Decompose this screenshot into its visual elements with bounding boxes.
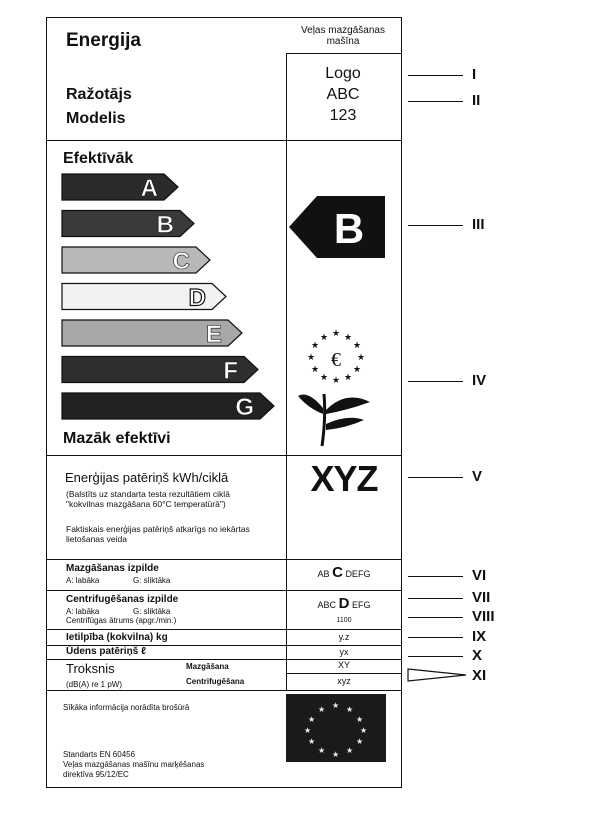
noise-spin-label: Centrifugēšana — [186, 677, 245, 686]
callout-line-x — [408, 656, 463, 657]
logo-text: Logo — [325, 65, 361, 82]
callout-xi: XI — [472, 667, 487, 684]
flag-star: ★ — [356, 737, 364, 746]
scale-letter-e: E — [205, 321, 222, 348]
capacity-value: y.z — [338, 632, 350, 642]
spin-title: Centrifugēšanas izpilde — [66, 594, 179, 605]
callout-line-vii — [408, 598, 463, 599]
callout-x: X — [472, 647, 483, 664]
scale-bottom-label: Mazāk efektīvi — [63, 430, 171, 447]
svg-text:★: ★ — [320, 373, 329, 383]
scale-class-b — [62, 211, 194, 239]
consumption-actual-2: lietošanas veida — [66, 534, 127, 544]
spin-classes-after: EFG — [351, 600, 371, 610]
callout-v: V — [472, 468, 483, 485]
noise-unit: (dB(A) re 1 pW) — [66, 680, 123, 689]
flag-star: ★ — [318, 746, 326, 755]
appliance-type-line2: mašīna — [326, 36, 360, 47]
footer-directive-1: Veļas mazgāšanas mašīnu marķēšanas — [63, 760, 205, 769]
svg-text:★: ★ — [344, 333, 353, 343]
flag-star: ★ — [318, 705, 326, 714]
scale-class-d — [62, 284, 226, 312]
footer-info: Sīkāka informācija norādīta brošūrā — [63, 703, 190, 712]
svg-text:★: ★ — [311, 365, 320, 375]
svg-text:★: ★ — [357, 353, 366, 363]
water-value: yx — [339, 647, 349, 657]
flag-star: ★ — [308, 737, 316, 746]
consumption-note-1: (Balstīts uz standarta testa rezultātiem ciklā — [66, 489, 230, 499]
divider-manufacturer — [46, 140, 402, 141]
noise-washing-value: XY — [337, 660, 350, 670]
scale-arrow-b — [62, 211, 194, 237]
flag-star: ★ — [346, 705, 354, 714]
flag-star: ★ — [332, 701, 340, 710]
svg-text:★: ★ — [311, 341, 320, 351]
scale-letter-g: G — [235, 394, 254, 421]
callout-line-iv — [408, 381, 463, 382]
divider-spin — [46, 629, 402, 630]
spin-speed-label: Centrifūgas ātrums (apgr./min.) — [66, 616, 177, 625]
washing-classes-before: AB — [317, 569, 330, 579]
consumption-actual-1: Faktiskais enerģijas patēriņš atkarīgs no iekārtas — [66, 524, 250, 534]
scale-letter-a: A — [140, 175, 158, 202]
callout-line-xi — [406, 667, 468, 683]
manufacturer-label: Ražotājs — [66, 86, 132, 103]
scale-letter-d: D — [188, 284, 206, 312]
flag-star: ★ — [308, 715, 316, 724]
scale-letter-b: B — [156, 211, 174, 239]
rated-class-arrow — [289, 196, 389, 258]
divider-consumption — [46, 559, 402, 560]
callout-iii: III — [472, 216, 485, 233]
flower-leaf-left — [298, 395, 323, 415]
flower-stem — [322, 394, 325, 446]
water-label: Ūdens patēriņš ℓ — [66, 646, 146, 657]
capacity-label: Ietilpība (kokvilna) kg — [66, 632, 168, 643]
model-label: Modelis — [66, 110, 126, 127]
svg-text:★: ★ — [320, 333, 329, 343]
callout-i: I — [472, 66, 477, 83]
divider-scale-bottom — [46, 455, 402, 456]
callout-vii: VII — [472, 589, 491, 606]
flag-star: ★ — [356, 715, 364, 724]
callout-iv: IV — [472, 372, 487, 389]
appliance-type-line1: Veļas mazgāšanas — [301, 25, 385, 36]
callout-line-viii — [408, 617, 463, 618]
svg-text:★: ★ — [344, 373, 353, 383]
consumption-title: Enerģijas patēriņš kWh/ciklā — [65, 470, 229, 485]
efficiency-scale — [60, 170, 300, 430]
washing-selected-class: C — [332, 564, 343, 581]
callout-line-v — [408, 477, 463, 478]
flag-star: ★ — [346, 746, 354, 755]
spin-hint-a: A: labāka — [66, 607, 100, 616]
scale-arrow-a — [62, 174, 178, 200]
callout-line-ix — [408, 637, 463, 638]
appliance-type — [290, 25, 396, 47]
label-title: Energija — [66, 30, 141, 51]
svg-text:★: ★ — [332, 376, 341, 386]
manufacturer-value: ABC — [326, 86, 360, 103]
flag-star: ★ — [360, 726, 368, 735]
scale-letter-f: F — [223, 357, 238, 385]
callout-vi: VI — [472, 567, 487, 584]
washing-hint-g: G: sliktāka — [133, 576, 171, 585]
spin-hint-g: G: sliktāka — [133, 607, 171, 616]
callout-viii: VIII — [472, 608, 495, 625]
scale-letter-c: C — [172, 248, 190, 275]
scale-class-a — [62, 174, 178, 202]
divider-washing — [46, 590, 402, 591]
flower-leaf-right — [326, 398, 370, 415]
callout-ii: II — [472, 92, 481, 109]
footer-directive-2: direktīva 95/12/EC — [63, 770, 129, 779]
scale-class-f — [62, 357, 258, 385]
callout-line-iii — [408, 225, 463, 226]
noise-title: Troksnis — [66, 661, 115, 676]
noise-spin-value: xyz — [337, 676, 351, 686]
scale-top-label: Efektīvāk — [63, 150, 134, 167]
washing-hint-a: A: labāka — [66, 576, 100, 585]
scale-class-g — [62, 393, 274, 421]
spin-classes — [286, 595, 402, 612]
consumption-value: XYZ — [310, 458, 378, 499]
consumption-note-2: "kokvilnas mazgāšana 60°C temperatūrā") — [66, 499, 226, 509]
scale-class-e — [62, 320, 242, 348]
svg-text:★: ★ — [353, 341, 362, 351]
spin-selected-class: D — [338, 595, 350, 612]
divider-right-header — [286, 53, 402, 54]
callout-line-vi — [408, 576, 463, 577]
flower-euro-sign: € — [331, 349, 341, 371]
eu-flower-icon — [296, 328, 376, 448]
model-value: 123 — [329, 107, 357, 124]
callout-line-ii — [408, 101, 463, 102]
svg-text:★: ★ — [307, 353, 316, 363]
flag-star: ★ — [304, 726, 312, 735]
divider-noise — [46, 690, 402, 691]
spin-classes-before: ABC — [317, 600, 337, 610]
scale-class-c — [62, 247, 210, 275]
svg-text:★: ★ — [353, 365, 362, 375]
callout-ix: IX — [472, 628, 487, 645]
svg-text:★: ★ — [332, 329, 341, 339]
noise-washing-label: Mazgāšana — [186, 662, 229, 671]
eu-flag-icon — [286, 694, 386, 762]
flower-leaf-low — [326, 418, 364, 430]
washing-classes-after: DEFG — [345, 569, 371, 579]
washing-classes — [286, 564, 402, 581]
washing-title: Mazgāšanas izpilde — [66, 563, 159, 574]
divider-noise-inner — [286, 673, 402, 674]
callout-line-i — [408, 75, 463, 76]
footer-standard: Standarts EN 60456 — [63, 750, 136, 759]
flag-star: ★ — [332, 750, 340, 759]
rated-class-letter: B — [333, 205, 365, 252]
spin-speed-value: 1100 — [336, 617, 352, 624]
